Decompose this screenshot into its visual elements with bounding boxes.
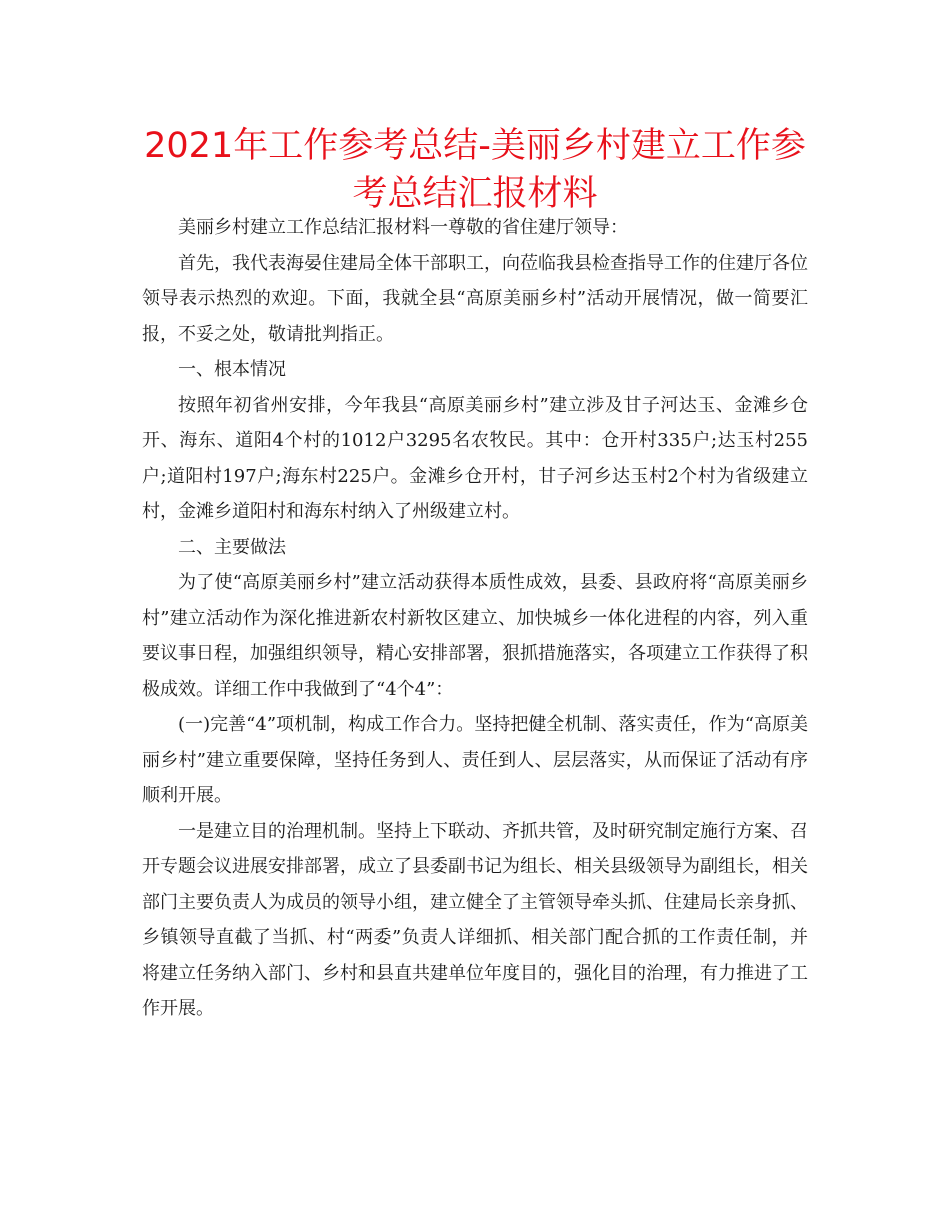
paragraph-mechanisms: (一)完善“4”项机制，构成工作合力。坚持把健全机制、落实责任，作为“高原美丽乡村”建立重要保障，坚持任务到人、责任到人、层层落实，从而保证了活动有序顺利开展。 bbox=[142, 714, 808, 806]
section-heading-main-practices: 二、主要做法 bbox=[178, 536, 286, 558]
document-body bbox=[142, 210, 808, 1027]
paragraph-salutation: 美丽乡村建立工作总结汇报材料一尊敬的省住建厅领导： bbox=[178, 217, 628, 238]
paragraph-goal-management: 一是建立目的治理机制。坚持上下联动、齐抓共管，及时研究制定施行方案、召开专题会议进展安排部署，成立了县委副书记为组长、相关县级领导为副组长，相关部门主要负责人为成员的领导小组，建立健全了主管领导牵头抓、住建局长亲身抓、乡镇领导直截了当抓、村“两委”负责人详细抓、相关部门配合抓的工作责任制，并将建立任务纳入部门、乡村和县直共建单位年度目的，强化目的治理，有力推进了工作开展。 bbox=[142, 820, 808, 1019]
document-title: 2021年工作参考总结-美丽乡村建立工作参考总结汇报材料 bbox=[144, 126, 806, 214]
paragraph-basic-situation: 按照年初省州安排，今年我县“高原美丽乡村”建立涉及甘子河达玉、金滩乡仓开、海东、道阳4个村的1012户3295名农牧民。其中：仓开村335户;达玉村255户;道阳村197户;海东村225户。金滩乡仓开村，甘子河乡达玉村2个村为省级建立村，金滩乡道阳村和海东村纳入了州级建立村。 bbox=[142, 394, 808, 522]
paragraph-opening: 首先，我代表海晏住建局全体干部职工，向莅临我县检查指导工作的住建厅各位领导表示热烈的欢迎。下面，我就全县“高原美丽乡村”活动开展情况，做一简要汇报，不妥之处，敬请批判指正。 bbox=[142, 252, 808, 345]
section-heading-basic-situation: 一、根本情况 bbox=[178, 359, 286, 380]
paragraph-main-practices: 为了使“高原美丽乡村”建立活动获得本质性成效，县委、县政府将“高原美丽乡村”建立活动作为深化推进新农村新牧区建立、加快城乡一体化进程的内容，列入重要议事日程，加强组织领导，精心安排部署，狠抓措施落实，各项建立工作获得了积极成效。详细工作中我做到了“4个4”： bbox=[142, 572, 808, 700]
